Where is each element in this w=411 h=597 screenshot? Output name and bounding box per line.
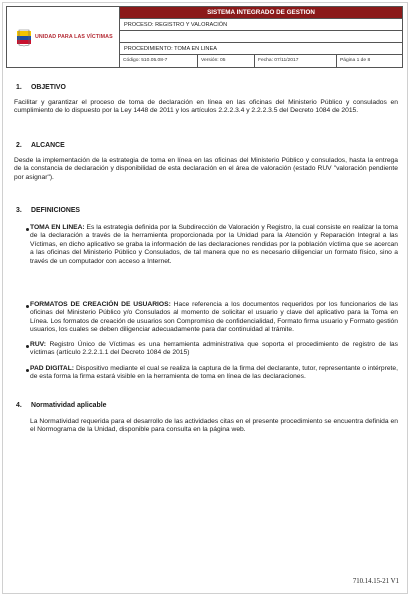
document-header: [6, 6, 403, 68]
code-label: Código: 510.05.08-7: [120, 55, 198, 67]
page-label: Página 1 de 8: [340, 58, 371, 63]
objetivo-text: Facilitar y garantizar el proceso de toma de declaración en línea en las oficinas del Ministerio Público y consulados en cumplimiento de lo dispuesto por la Ley 1448 de 2011 y los artículos 2.2.2.3.4 y 2.2.2.3.5 del Decreto 1084 de 2015.: [14, 99, 398, 115]
definition-formatos: FORMATOS DE CREACIÓN DE USUARIOS: Hace referencia a los documentos requeridos por los funcionarios de las oficinas del Ministerio Público y/o Consulados al momento de solicitar el usuario y clave del aplicativo para la Toma en Línea. Los formatos de creación de usuarios son Compromiso de confidencialidad, Formato firma usuario y Formato gestión usuarios, los cuales se deben diligenciar adecuadamente para dar continuidad al trámite.: [30, 301, 398, 334]
date-label: Fecha: 07/11/2017: [255, 55, 337, 67]
bullet-icon: [26, 305, 29, 308]
section-heading-alcance: 2. ALCANCE: [16, 142, 65, 149]
unidad-victimas-logo-icon: [16, 29, 32, 47]
alcance-text: Desde la implementación de la estrategia de toma en línea en las oficinas del Ministerio Público y consulados, hasta la entrega de la constancia de declaración y disponibilidad de esta declaración en el área de valoración (estado RUV "valoración pendiente por asignar").: [14, 157, 398, 181]
bullet-icon: [26, 345, 29, 348]
bullet-icon: [26, 228, 29, 231]
section-heading-normatividad: 4. Normatividad aplicable: [16, 402, 107, 409]
system-title: SISTEMA INTEGRADO DE GESTION: [120, 7, 402, 19]
definition-pad-digital: PAD DIGITAL: Dispositivo mediante el cual se realiza la captura de la firma del declarante, tutor, representante o intérprete, de esta forma la firma estará visible en la herramienta de toma en línea de las declaraciones.: [30, 365, 398, 381]
meta-row: [120, 55, 402, 67]
normatividad-text: La Normatividad requerida para el desarrollo de las actividades citas en el presente procedimiento se encuentra definida en el Normograma de la Unidad, disponible para consulta en la página web.: [30, 418, 398, 434]
footer-code: 710.14.15-21 V1: [352, 578, 399, 585]
logo-cell: [7, 7, 120, 67]
section-heading-definiciones: 3. DEFINICIONES: [16, 207, 81, 214]
definition-toma-en-linea: TOMA EN LINEA: Es la estrategia definida por la Subdirección de Valoración y Registro, la cual consiste en realizar la toma de la declaración a través de la herramienta proporcionada por la Unidad para la Atención y Reparación Integral a las Víctimas, en dicho aplicativo se graba la información de las declaraciones rendidas por la población víctima que se acercan a las oficinas del Ministerio Público y Consulados, de tal manera que no es necesario diligenciar un formato físico, sino a través de un computador con acceso a Internet.: [30, 224, 398, 265]
section-heading-objetivo: 1. OBJETIVO: [16, 84, 66, 91]
version-label: Versión: 05: [198, 55, 255, 67]
logo-text: UNIDAD PARA LAS VÍCTIMAS: [35, 34, 113, 40]
definition-ruv: RUV: Registro Único de Víctimas es una herramienta administrativa que soporta el procedimiento de registro de las víctimas (artículo 2.2.2.1.1 del Decreto 1084 de 2015): [30, 341, 398, 357]
bullet-icon: [26, 369, 29, 372]
blank-row: [120, 31, 402, 43]
procedure-label: PROCEDIMIENTO: TOMA EN LINEA: [120, 43, 402, 55]
process-label: PROCESO: REGISTRO Y VALORACIÓN: [120, 19, 402, 31]
